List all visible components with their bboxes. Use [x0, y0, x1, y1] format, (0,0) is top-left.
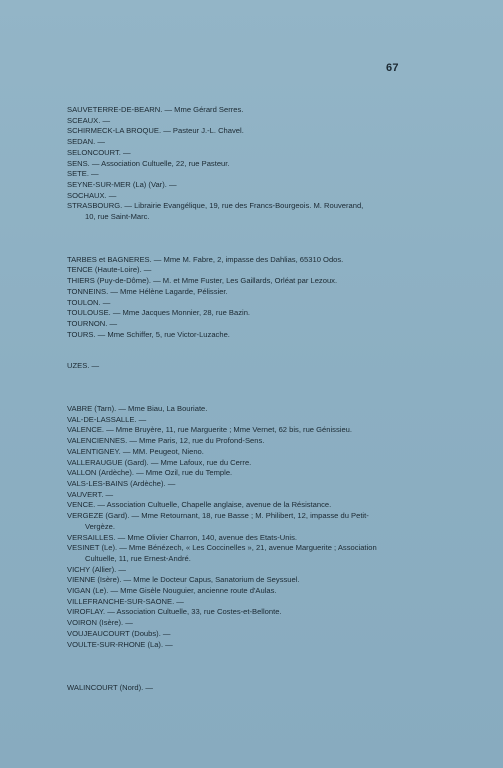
directory-entry [67, 298, 407, 309]
entry-text: TOULOUSE. — Mme Jacques Monnier, 28, rue Bazin. [67, 308, 251, 318]
directory-entry [67, 308, 407, 319]
entry-text: VIGAN (Le). — Mme Gisèle Nouguier, ancienne route d'Aulas. [67, 586, 277, 596]
directory-entry [67, 500, 407, 511]
entry-continuation: Vergèze. [85, 521, 115, 531]
entry-text: VOIRON (Isère). — [67, 618, 133, 628]
directory-section [67, 105, 407, 223]
directory-section [67, 255, 407, 341]
directory-entry [67, 105, 407, 116]
entry-text: SEYNE-SUR-MER (La) (Var). — [67, 179, 177, 189]
directory-entry [67, 148, 407, 159]
entry-text: VALLON (Ardèche). — Mme Ozil, rue du Temple. [67, 468, 233, 478]
directory-entry [67, 361, 407, 372]
directory-entry [67, 169, 407, 180]
entry-text: VALENTIGNEY. — MM. Peugeot, Nieno. [67, 446, 204, 456]
directory-section [67, 361, 407, 372]
directory-entry [67, 618, 407, 629]
directory-entry [67, 597, 407, 608]
entry-text: WALINCOURT (Nord). — [67, 683, 153, 693]
directory-entry [67, 629, 407, 640]
directory-entry [67, 159, 407, 170]
entry-text: TOULON. — [67, 297, 111, 307]
directory-entry [67, 126, 407, 137]
section-spacer [67, 650, 407, 683]
entry-text: VABRE (Tarn). — Mme Biau, La Bouriate. [67, 404, 208, 414]
directory-entry [67, 447, 407, 458]
directory-entry [67, 319, 407, 330]
directory-entry [67, 458, 407, 469]
directory-entry [67, 640, 407, 651]
entry-text: VOULTE-SUR-RHONE (La). — [67, 639, 173, 649]
entry-text: VILLEFRANCHE-SUR-SAONE. — [67, 596, 184, 606]
directory-entry [67, 683, 407, 694]
directory-entry [67, 479, 407, 490]
entry-text: VAUVERT. — [67, 489, 114, 499]
directory-entry [67, 586, 407, 597]
entry-text: VALS-LES-BAINS (Ardèche). — [67, 478, 176, 488]
directory-entry [67, 533, 407, 544]
directory-section [67, 404, 407, 650]
entry-text: SAUVETERRE-DE-BEARN. — Mme Gérard Serres. [67, 105, 244, 114]
page-number: 67 [386, 62, 399, 74]
entry-text: VOUJEAUCOURT (Doubs). — [67, 628, 171, 638]
entry-text: THIERS (Puy-de-Dôme). — M. et Mme Fuster, Les Gaillards, Orléat par Lezoux. [67, 276, 338, 286]
entry-continuation: 10, rue Saint-Marc. [85, 212, 150, 222]
entry-text: SEDAN. — [67, 137, 105, 147]
entry-text: TENCE (Haute-Loire). — [67, 265, 152, 275]
entry-text: VALLERAUGUE (Gard). — Mme Lafoux, rue du Cerre. [67, 457, 252, 467]
directory-entry [67, 565, 407, 576]
entry-text: TARBES et BAGNERES. — Mme M. Fabre, 2, impasse des Dahlias, 65310 Odos. [67, 254, 344, 264]
directory-entry [67, 276, 407, 287]
entry-text: VALENCIENNES. — Mme Paris, 12, rue du Profond-Sens. [67, 436, 265, 446]
directory-entry [67, 191, 407, 202]
directory-entry [67, 543, 407, 564]
section-spacer [67, 223, 407, 255]
entry-text: SENS. — Association Cultuelle, 22, rue Pasteur. [67, 158, 230, 168]
entry-text: VAL-DE-LASSALLE. — [67, 414, 147, 424]
directory-section [67, 683, 407, 694]
directory-entry [67, 255, 407, 266]
entry-text: VICHY (Allier). — [67, 564, 126, 574]
entry-text: VENCE. — Association Cultuelle, Chapelle anglaise, avenue de la Résistance. [67, 500, 332, 510]
directory-entry [67, 575, 407, 586]
entry-text: SCHIRMECK-LA BROQUE. — Pasteur J.-L. Chavel. [67, 126, 244, 136]
section-spacer [67, 372, 407, 404]
directory-list [67, 105, 407, 694]
entry-continuation: Cultuelle, 11, rue Ernest-André. [85, 553, 191, 563]
entry-text: VESINET (Le). — Mme Bénézech, « Les Coccinelles », 21, avenue Marguerite ; Association [67, 543, 377, 553]
directory-entry [67, 287, 407, 298]
entry-text: SETE. — [67, 169, 99, 179]
directory-entry [67, 404, 407, 415]
entry-text: SOCHAUX. — [67, 190, 117, 200]
entry-text: TOURS. — Mme Schiffer, 5, rue Victor-Luzache. [67, 329, 230, 339]
directory-entry [67, 436, 407, 447]
entry-text: VIROFLAY. — Association Cultuelle, 33, rue Costes-et-Bellonte. [67, 607, 282, 617]
directory-entry [67, 607, 407, 618]
entry-text: TONNEINS. — Mme Hélène Lagarde, Pélissier. [67, 286, 228, 296]
entry-text: STRASBOURG. — Librairie Evangélique, 19, rue des Francs-Bourgeois. M. Rouverand, [67, 201, 364, 211]
directory-entry [67, 425, 407, 436]
directory-entry [67, 265, 407, 276]
directory-entry [67, 415, 407, 426]
directory-entry [67, 511, 407, 532]
entry-text: UZES. — [67, 361, 100, 371]
entry-text: VALENCE. — Mme Bruyère, 11, rue Marguerite ; Mme Vernet, 62 bis, rue Génissieu. [67, 425, 353, 435]
directory-entry [67, 180, 407, 191]
entry-text: VERGEZE (Gard). — Mme Retournant, 18, rue Basse ; M. Philibert, 12, impasse du Petit- [67, 511, 369, 521]
section-spacer [67, 340, 407, 361]
directory-entry [67, 116, 407, 127]
directory-entry [67, 468, 407, 479]
entry-text: VIENNE (Isère). — Mme le Docteur Capus, Sanatorium de Seyssuel. [67, 575, 300, 585]
entry-text: VERSAILLES. — Mme Olivier Charron, 140, avenue des Etats-Unis. [67, 532, 298, 542]
directory-entry [67, 490, 407, 501]
directory-entry [67, 330, 407, 341]
directory-entry [67, 137, 407, 148]
entry-text: TOURNON. — [67, 318, 118, 328]
entry-text: SELONCOURT. — [67, 147, 131, 157]
entry-text: SCEAUX. — [67, 115, 111, 125]
directory-entry [67, 201, 407, 222]
